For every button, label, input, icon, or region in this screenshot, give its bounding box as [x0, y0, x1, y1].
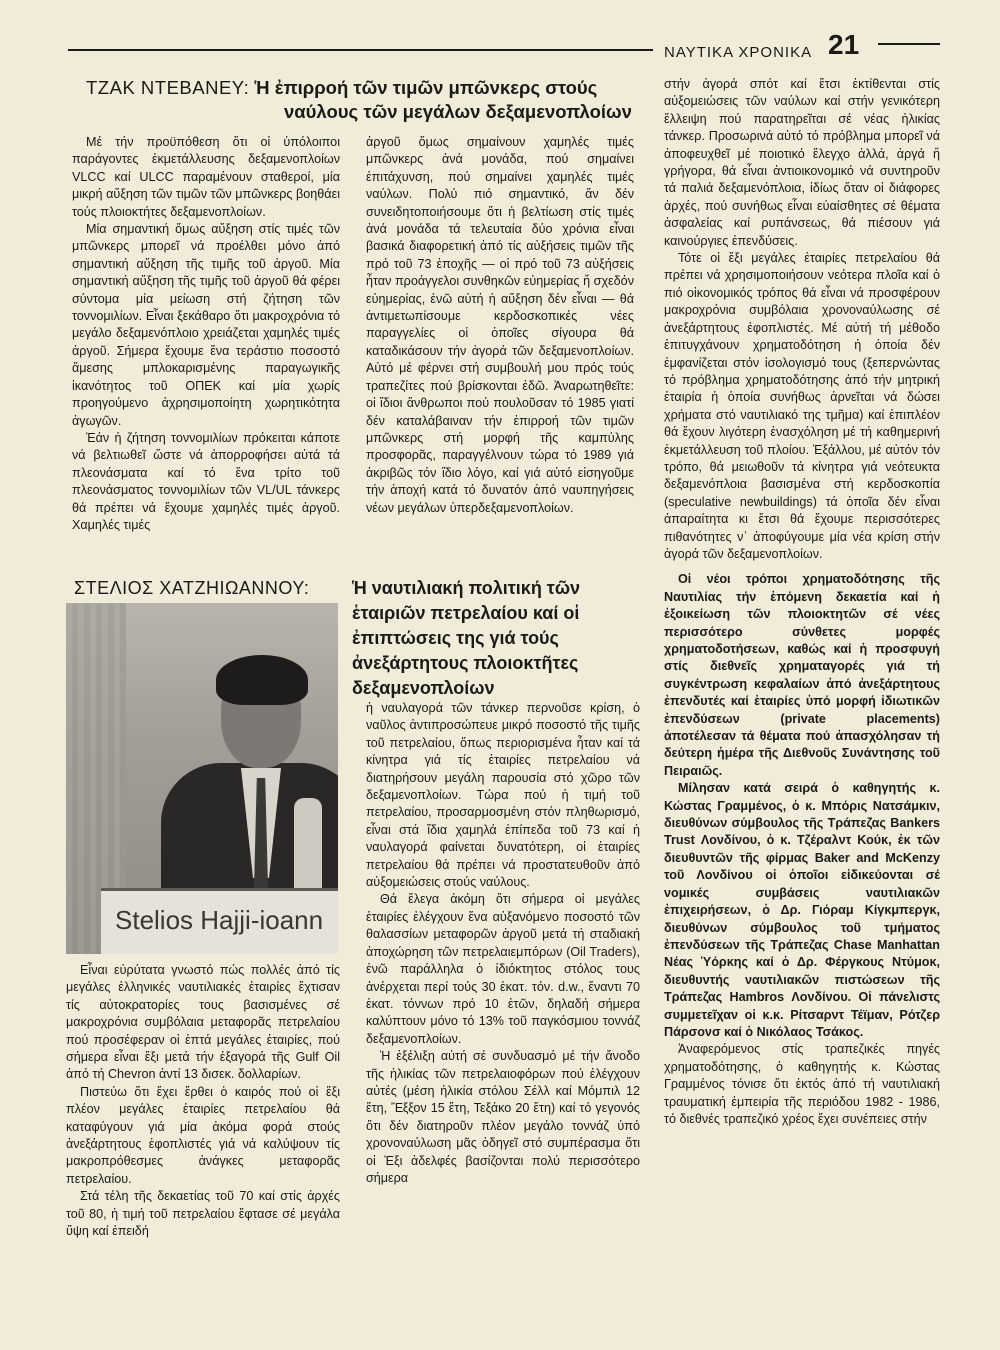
article2-title-line: ἐπιπτώσεις της γιά τούς [352, 628, 559, 648]
right-column-paragraph: Τότε οἱ ἕξι μεγάλες ἑταιρίες πετρελαίου θά πρέπει νά χρησιμοποιήσουν νεότερα πλοῖα καί ὁ πιό οἰκονομικός τρόπος θά εἶναι νά προσφέρουν μακροχρόνια συμβόλαια χρονοναύλωσης σέ ἀνεξάρτητους ἐφοπλιστές. Μέ αὐτή τή μέθοδο ἐπιτυγχάνουν χρηματοδότηση ἡ ὁποία δέν ἐμφανίζεται στόν ἰσολογισμό τους (ξεπερνώντας τό πρόβλημα χρηματοδότησης ἀπό τήν μητρική ἑταιρία ἡ ὁποία συνήθως ἀρνεῖται νά δώσει χρήματα στό ναυτιλιακό της τμῆμα) καί ἐπιπλέον θά ἔχουν λιγότερη ἐνασχόληση μέ τή καθημερινή ἐκμετάλλευση τοῦ πλοίου. Ἐξάλλου, μέ αὐτόν τόν τρόπο, θά μειωθοῦν τά κίνητρα γιά νεότευκτα δεξαμενόπλοια βασισμένα στή κερδοσκοπία (speculative newbuildings) τά ὁποῖα δέν εἶναι ἀπαραίτητα κι ἔτσι θά ἔχουμε περισσότερες πιθανότητες ν᾽ ἀποφύγουμε μία νέα κρίση στήν ἀγορά τῶν δεξαμενοπλοίων. [664, 251, 940, 561]
article1-title-line1: Ἡ ἐπιρροή τῶν τιμῶν μπῶνκερς στούς [254, 77, 598, 98]
article2-title-line: Ἡ ναυτιλιακή πολιτική τῶν [352, 578, 581, 598]
article2-paragraph: ἡ ναυλαγορά τῶν τάνκερ περνοῦσε κρίση, ὁ ναῦλος ἀντιπροσώπευε μικρό ποσοστό τῆς τιμῆς τοῦ πετρελαίου, ὅπως περιορισμένα ἦταν καί τά κίνητρα γιά τίς ἑταιρίες πετρελαίου νά διατηρήσουν μεγάλη παρουσία στό χῶρο τῶν δεξαμενοπλοίων. Τώρα πού ἡ τιμή τοῦ πετρελαίου, προσαρμοσμένη στόν πληθωρισμό, εἶναι στά ἴδια χαμηλά ἐπίπεδα τοῦ 73 καί ἡ ναυλαγορά φαίνεται δυνατότερη, οἱ ἑταιρίες πετρελαίου θά πρέπει νά προστατευθοῦν ἀπό αὐξομειώσεις στούς ναύλους. [366, 701, 640, 890]
article2-paragraph: Στά τέλη τῆς δεκαετίας τοῦ 70 καί στίς ἀρχές τοῦ 80, ἡ τιμή τοῦ πετρελαίου ἔφτασε σέ μεγάλα ὕψη καί ἐπειδή [66, 1189, 340, 1239]
masthead-rule-left [68, 49, 653, 51]
article2-title-line: ἀνεξάρτητους πλοιοκτῆτες [352, 653, 579, 673]
article2-title-line: ἑταιριῶν πετρελαίου καί οἱ [352, 603, 580, 623]
article2-title-line: δεξαμενοπλοίων [352, 678, 495, 698]
right-column [664, 76, 940, 1128]
article1-title-line2-wrap [284, 100, 644, 124]
article1-headline [86, 76, 646, 100]
article1-paragraph: ἀργοῦ ὅμως σημαίνουν χαμηλές τιμές μπῶνκερς ἀνά μονάδα, πού σημαίνει ἐπιτάχυνση, πού σημαίνει χαμηλές τιμές ναύλων. Πολύ πιό σημαντικό, ἄν δέν συνειδητοποιήσουμε ὅτι ἡ βελτίωση στίς τιμές ἀνά μονάδα τά τελευταία δύο χρόνια εἶναι βασικά διαφορετική ἀπό τίς αὐξήσεις τιμῶν τῆς πρό τοῦ 73 ἐποχῆς — οἱ πρό τοῦ 73 αὐξήσεις ἦταν προάγγελοι συνθηκῶν εὐημερίας ἤ σχεδόν εὐημερίας, ἐνῶ αὐτή ἡ αὔξηση δέν εἶναι — θά ἀντιμετωπίσουμε κερδοσκοπικές νέες παραγγελίες οἱ ὁποῖες σίγουρα θά καταδικάσουν τήν ἀγορά τῶν δεξαμενοπλοίων. Αὐτό μέ φέρνει στή συμβουλή μου πρός τούς τραπεζίτες πού βρίσκονται ἐδῶ. Ἀναρωτηθεῖτε: οἱ ἴδιοι ἄνθρωποι πού πουλοῦσαν τό 1985 γιατί δέν καταλάβαιναν τήν ἐπιρροή τῶν τιμῶν μπῶνκερς στή μορφή τῆς καμπύλης προσφορᾶς, παραγγέλνουν τώρα τό 1989 γιά ἀκριβῶς τόν ἴδιο λόγο, καί γιά αὐτό εἰσηγοῦμε τήν ἀποχή κατά τό δυνατόν ἀπό ναυπηγήσεις νέων μεγάλων ὑπερδεξαμενοπλοίων. [366, 135, 634, 515]
article2-author: ΣΤΕΛΙΟΣ ΧΑΤΖΗΙΩΑΝΝΟΥ: [74, 578, 310, 598]
publication-name: ΝΑΥΤΙΚΑ ΧΡΟΝΙΚΑ [664, 44, 813, 61]
speaker-photo [66, 603, 338, 954]
right-column-paragraph: στήν ἀγορά σπότ καί ἔτσι ἐκτίθενται στίς αὐξομειώσεις τῶν ναύλων καί στήν γενικότερη ἔλλειψη πού παρατηρεῖται σέ νέας ἡλικίας τάνκερ. Προσωρινά αὐτό τό πρόβλημα μπορεῖ νά ἀποφευχθεῖ μέ ποιοτικό ἔλεγχο ἀλλά, ἀργά ἤ γρήγορα, θά εἶναι ἀντιοικονομικό νά συντηροῦν τά παλιά δεξαμενόπλοια, ἰδίως ὅταν οἱ διάφορες ἀρχές, πού συνήθως εἶναι εὐαίσθητες σέ θέματα ἀσφαλείας καί ρυπάνσεως, θά πιέσουν γιά καινούργιες ἐπενδύσεις. [664, 77, 940, 248]
article1-column-1 [72, 134, 340, 534]
summary-paragraph: Οἱ νέοι τρόποι χρηματοδότησης τῆς Ναυτιλίας τήν ἑπόμενη δεκαετία καί ἡ ἐξοικείωση τῶν πλοιοκτητῶν σέ νέες περισσότερο σύνθετες μορφές χρηματοδοτήσεων, καθώς καί ἡ προσφυγή στίς διεθνεῖς χρηματαγορές γιά τή συγκέντρωση κεφαλαίων ἀπό ἀνεξάρτητους ἐπενδυτές καί ἑταιρίες ὑπό μορφή ἰδιωτικῶν ἐπενδύσεων (private placements) ἀποτέλεσαν τά θέματα πού ἀπασχόλησαν τή δεύτερη ἡμέρα τῆς Διεθνοῦς Συνάντησης τοῦ Πειραιῶς. [664, 572, 940, 778]
article2-paragraph: Θά ἔλεγα ἀκόμη ὅτι σήμερα οἱ μεγάλες ἑταιρίες ἐλέγχουν ἕνα αὐξανόμενο ποσοστό τῶν θαλασσίων μεταφορῶν ἀργοῦ μετά τή σταδιακή ἀποχώρηση τῶν πετρελαιεμπόρων (Oil Traders), ἐνῶ παράλληλα ὁ ἰδιόκτητος στόλος τους ἀνέρχεται περί τούς 30 ἑκατ. τόν. d.w., ἔναντι 70 ἑκατ. τόννων πρό 10 ἐτῶν, δηλαδή σήμερα καλύπτουν μόνο τό 13% τοῦ παγκόσμιου τοννάζ δεξαμενοπλοίων. [366, 892, 640, 1046]
masthead-rule-right [878, 43, 940, 45]
closing-paragraph: Ἀναφερόμενος στίς τραπεζικές πηγές χρηματοδότησης, ὁ καθηγητής κ. Κώστας Γραμμένος τόνισε ὅτι ἐκτός ἀπό τή ναυτιλιακή τραυματική ἐμπειρία τῆς περιόδου 1982 - 1986, τό διεθνές τραπεζικό χρέος ἔχει συνέπειες στήν [664, 1042, 940, 1126]
article2-title [352, 576, 642, 701]
article1-paragraph: Μία σημαντική ὅμως αὔξηση στίς τιμές τῶν μπῶνκερς μπορεῖ νά προέλθει μόνο ἀπό σημαντική αὔξηση τῆς τιμῆς τοῦ ἀργοῦ. Μία σημαντική αὔξηση τῆς τιμῆς τοῦ ἀργοῦ θά φέρει σύντομα μία μείωση στή ζήτηση τῶν τοννομιλίων. Εἶναι ξεκάθαρο ὅτι μακροχρόνια τό μεγάλο δεξαμενόπλοιο χρειάζεται χαμηλές τιμές ἀργοῦ. Σήμερα ἔχουμε ἕνα τεράστιο ποσοστό ἄμεσης μπλοκαρισμένης παραγωγικῆς ἱκανότητος τοῦ ΟΠΕΚ καί μία χωρίς προηγούμενο ἀχρησιμοποίητη χωρητικότητα ἀγωγῶν. [72, 222, 340, 428]
article1-title-line2: ναύλους τῶν μεγάλων δεξαμενοπλοίων [284, 101, 632, 122]
article1-author: ΤΖΑΚ ΝΤΕΒΑΝΕΥ: [86, 77, 250, 98]
page-number: 21 [828, 29, 860, 60]
article2-paragraph: Εἶναι εὐρύτατα γνωστό πώς πολλές ἀπό τίς μεγάλες ἑλληνικές ναυτιλιακές ἑταιρίες ἔχτισαν τίς αὐτοκρατορίες τους βασισμένες σέ μακροχρόνια συμβόλαια μεταφορᾶς πετρελαίου πού προσέφεραν οἱ ἑπτά μεγάλες ἑταιρίες, πού σήμερα εἶναι ἕξι μετά τήν ἐξαγορά τῆς Gulf Oil ἀπό τή Chevron ἀντί 13 δισεκ. δολλαρίων. [66, 963, 340, 1082]
article1-paragraph: Ἐάν ἡ ζήτηση τοννομιλίων πρόκειται κάποτε νά βελτιωθεῖ ὥστε νά ἀπορροφήσει αὐτά τά πλεονάσματα καί τό ἕνα τρίτο τοῦ πλεονάσματος τοννομιλίων τῶν VL/UL τάνκερς θά πρέπει νά ἔχουμε χαμηλές τιμές ἀργοῦ. Χαμηλές τιμές [72, 430, 340, 532]
article1-paragraph: Μέ τήν προϋπόθεση ὅτι οἱ ὑπόλοιποι παράγοντες ἐκμετάλλευσης δεξαμενοπλοίων VLCC καί ULCC παραμένουν σταθεροί, μία μικρή αὔξηση τῶν τιμῶν τῶν μπῶνκερς βοηθάει τούς πλοιοκτήτες δεξαμενοπλοίων. [72, 135, 340, 219]
article2-paragraph: Ἡ ἐξέλιξη αὐτή σέ συνδυασμό μέ τήν ἄνοδο τῆς ἡλικίας τῶν πετρελαιοφόρων πού ἐλέγχουν αὐτές (μέση ἡλικία στόλου Σέλλ καί Μόμπιλ 12 ἔτη, Ἔξξον 15 ἔτη, Τεξάκο 20 ἔτη) καί τό γεγονός ὅτι δέν διατηροῦν πλέον μεγάλο τοννάζ ὑπό χρονοναύλωση μᾶς ὁδηγεῖ στό συμπέρασμα ὅτι οἱ Ἑξι ἀδελφές βασίζονται πολύ περισσότερο σήμερα [366, 1049, 640, 1185]
nameplate-text: Stelios Hajji-ioann [115, 905, 324, 935]
summary-paragraph: Μίλησαν κατά σειρά ὁ καθηγητής κ. Κώστας Γραμμένος, ὁ κ. Μπόρις Νατσάμκιν, διευθύνων σύμβουλος τῆς Τράπεζας Bankers Trust Λονδίνου, ὁ κ. Τζέραλντ Κούκ, ἐκ τῶν διευθυντῶν τῆς φίρμας Baker and McKenzy τοῦ Λονδίνου οἱ ὁποῖοι εἰδικεύονται σέ νομικές συμβάσεις ναυτιλιακῶν ἐπιχειρήσεων, ὁ Δρ. Γιόραμ Κίγκμπεργκ, διευθύνων σύμβουλος τοῦ τμήματος ἐπενδύσεων τῆς Τράπεζας Chase Manhattan Νέας Ὑόρκης καί ὁ Δρ. Φέργκους Ντύμοκ, διευθυντής ναυτιλιακῶν πιστώσεων τῆς Τράπεζας Hambros Λονδίνου. Οἱ πάνελιστς συμμετεῖχαν οἱ κ.κ. Ρίτσαρντ Τέϊμαν, Ρότζερ Πάρσονσ καί ὁ Νικόλαος Τσάκος. [664, 781, 940, 1039]
nameplate [101, 888, 338, 954]
article2-column-2 [366, 700, 640, 1187]
article2-paragraph: Πιστεύω ὅτι ἔχει ἔρθει ὁ καιρός πού οἱ ἕξι πλέον μεγάλες ἑταιρίες πετρελαίου θά καταφύγουν γιά μία ἀκόμα φορά στούς ἀνεξάρτητους ἐφοπλιστές γιά νά καλύψουν τίς μακροπρόθεσμες ἀνάγκες μεταφορᾶς πετρελαίου. [66, 1084, 340, 1186]
article2-column-1 [66, 962, 340, 1241]
article1-column-2 [366, 134, 634, 517]
